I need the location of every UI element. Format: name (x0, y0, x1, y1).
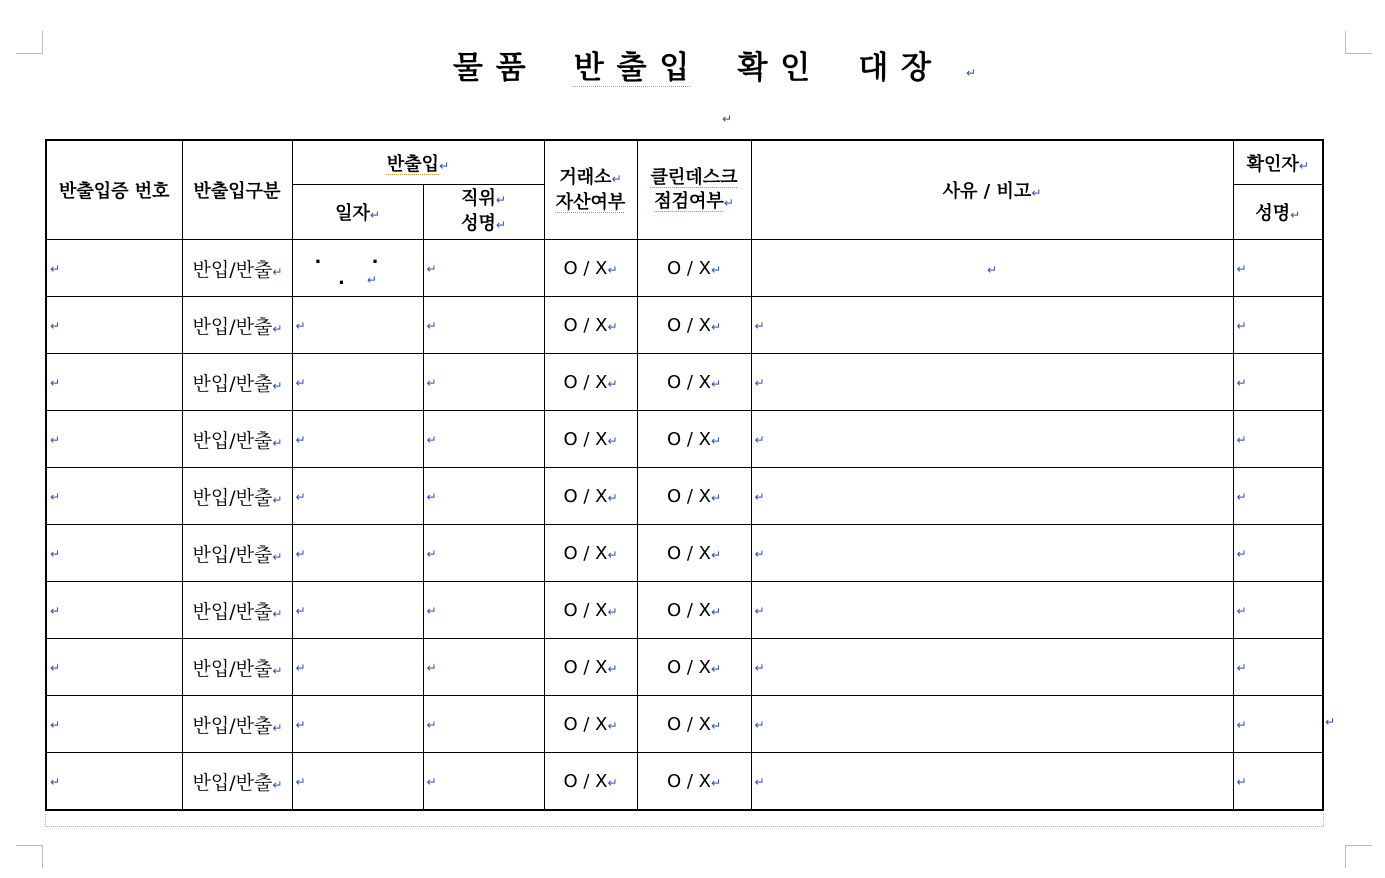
cell-type[interactable] (182, 582, 292, 639)
cell-reason[interactable] (751, 468, 1233, 525)
paragraph-mark: ↵ (295, 661, 306, 675)
paragraph-mark: ↵ (754, 661, 765, 675)
table-row (46, 240, 1323, 297)
asset-check: O / X (563, 314, 608, 336)
cell-position-name[interactable] (423, 468, 544, 525)
cell-asset[interactable] (544, 525, 637, 582)
cell-number[interactable] (46, 468, 182, 525)
header-position-name[interactable]: 직위↵ 성명↵ (423, 185, 544, 240)
cell-asset[interactable] (544, 240, 637, 297)
cell-type[interactable] (182, 696, 292, 753)
paragraph-mark: ↵ (50, 262, 61, 276)
paragraph-mark: ↵ (607, 433, 618, 448)
header-date[interactable]: 일자↵ (292, 185, 423, 240)
paragraph-mark: ↵ (426, 433, 437, 447)
clean-desk-check: O / X (666, 371, 711, 393)
paragraph-mark: ↵ (295, 490, 306, 504)
paragraph-mark: ↵ (295, 718, 306, 732)
cell-reason[interactable] (751, 354, 1233, 411)
asset-check: O / X (563, 713, 608, 735)
cell-reason[interactable] (751, 240, 1233, 297)
inout-type: 반입/반출 (192, 372, 273, 395)
paragraph-mark: ↵ (710, 547, 722, 562)
cell-type[interactable] (182, 354, 292, 411)
asset-check: O / X (563, 599, 608, 621)
cell-position-name[interactable] (423, 639, 544, 696)
paragraph-mark: ↵ (50, 604, 61, 618)
cell-asset[interactable] (544, 753, 637, 811)
clean-desk-check: O / X (666, 428, 711, 450)
clean-desk-check: O / X (666, 314, 711, 336)
paragraph-mark: ↵ (1236, 376, 1247, 390)
paragraph-mark: ↵ (1236, 319, 1247, 333)
cell-confirm-name[interactable] (1233, 696, 1323, 753)
paragraph-mark: ↵ (272, 321, 283, 336)
paragraph-mark: ↵ (426, 775, 437, 789)
cell-position-name[interactable] (423, 696, 544, 753)
paragraph-mark: ↵ (754, 319, 765, 333)
table-row (46, 354, 1323, 411)
cell-reason[interactable] (751, 411, 1233, 468)
paragraph-mark: ↵ (754, 547, 765, 561)
cell-number[interactable] (46, 582, 182, 639)
table-row (46, 696, 1323, 753)
paragraph-mark: ↵ (710, 490, 722, 505)
paragraph-mark: ↵ (754, 490, 765, 504)
cell-number[interactable] (46, 525, 182, 582)
asset-check: O / X (563, 656, 608, 678)
inout-type: 반입/반출 (192, 315, 273, 338)
paragraph-mark: ↵ (295, 547, 306, 561)
cell-clean-desk[interactable] (637, 411, 751, 468)
clean-desk-check: O / X (666, 656, 711, 678)
cell-date[interactable] (292, 468, 423, 525)
paragraph-mark: ↵ (754, 604, 765, 618)
cell-asset[interactable] (544, 696, 637, 753)
header-number[interactable]: 반출입증 번호 (46, 140, 182, 240)
cell-date[interactable] (292, 582, 423, 639)
paragraph-mark: ↵ (710, 775, 722, 790)
header-inout[interactable]: 반출입↵ (292, 140, 544, 185)
paragraph-mark: ↵ (1236, 490, 1247, 504)
cell-clean-desk[interactable] (637, 354, 751, 411)
table-row (46, 525, 1323, 582)
paragraph-mark: ↵ (272, 378, 283, 393)
paragraph-mark: ↵ (607, 775, 618, 790)
cell-position-name[interactable] (423, 582, 544, 639)
paragraph-mark: ↵ (722, 112, 733, 126)
asset-check: O / X (563, 770, 608, 792)
paragraph-mark: ↵ (607, 376, 618, 391)
clean-desk-check: O / X (666, 599, 711, 621)
paragraph-mark: ↵ (426, 490, 437, 504)
cell-reason[interactable] (751, 297, 1233, 354)
cell-reason[interactable] (751, 582, 1233, 639)
title-word-3: 확 인 (737, 50, 812, 86)
paragraph-mark: ↵ (1236, 604, 1247, 618)
cell-date[interactable] (292, 696, 423, 753)
cell-clean-desk[interactable] (637, 240, 751, 297)
paragraph-mark: ↵ (607, 262, 618, 277)
inout-type: 반입/반출 (192, 600, 273, 623)
cell-date[interactable] (292, 240, 423, 297)
cell-type[interactable] (182, 468, 292, 525)
paragraph-mark: ↵ (50, 433, 61, 447)
table-row (46, 297, 1323, 354)
paragraph-mark: ↵ (50, 547, 61, 561)
clean-desk-check: O / X (666, 542, 711, 564)
page-corner-bottom-left (16, 845, 43, 868)
cell-asset[interactable] (544, 297, 637, 354)
paragraph-mark: ↵ (295, 376, 306, 390)
paragraph-mark: ↵ (607, 604, 618, 619)
paragraph-mark: ↵ (607, 547, 618, 562)
cell-confirm-name[interactable] (1233, 582, 1323, 639)
paragraph-mark: ↵ (1236, 661, 1247, 675)
cell-clean-desk[interactable] (637, 582, 751, 639)
cell-number[interactable] (46, 411, 182, 468)
paragraph-mark: ↵ (1325, 715, 1336, 729)
paragraph-mark: ↵ (607, 319, 618, 334)
cell-confirm-name[interactable] (1233, 411, 1323, 468)
paragraph-mark: ↵ (272, 606, 283, 621)
paragraph-mark: ↵ (710, 376, 722, 391)
paragraph-mark: ↵ (272, 435, 283, 450)
cell-type[interactable] (182, 639, 292, 696)
paragraph-mark: ↵ (607, 661, 618, 676)
cell-clean-desk[interactable] (637, 468, 751, 525)
page-corner-bottom-right (1345, 845, 1372, 868)
paragraph-mark: ↵ (272, 549, 283, 564)
cell-asset[interactable] (544, 354, 637, 411)
paragraph-mark: ↵ (1236, 718, 1247, 732)
paragraph-mark: ↵ (710, 718, 722, 733)
asset-check: O / X (563, 428, 608, 450)
title-word-4: 대 장 (858, 50, 932, 86)
paragraph-mark: ↵ (710, 661, 722, 676)
cell-confirm-name[interactable] (1233, 753, 1323, 811)
paragraph-mark: ↵ (426, 547, 437, 561)
cell-clean-desk[interactable] (637, 525, 751, 582)
document-title[interactable] (0, 46, 1385, 90)
paragraph-mark: ↵ (272, 492, 283, 507)
clean-desk-check: O / X (666, 257, 711, 279)
cell-confirm-name[interactable] (1233, 240, 1323, 297)
cell-number[interactable] (46, 639, 182, 696)
cell-type[interactable] (182, 240, 292, 297)
paragraph-mark: ↵ (50, 490, 61, 504)
cell-confirm-name[interactable] (1233, 297, 1323, 354)
cell-type[interactable] (182, 753, 292, 811)
cell-date[interactable] (292, 525, 423, 582)
paragraph-mark: ↵ (50, 319, 61, 333)
cell-position-name[interactable] (423, 525, 544, 582)
cell-number[interactable] (46, 696, 182, 753)
cell-confirm-name[interactable] (1233, 525, 1323, 582)
cell-date[interactable] (292, 753, 423, 811)
cell-date[interactable] (292, 297, 423, 354)
cell-number[interactable] (46, 297, 182, 354)
paragraph-mark: ↵ (754, 376, 765, 390)
asset-check: O / X (563, 371, 608, 393)
title-word-2: 반 출 입 (573, 50, 691, 86)
title-word-1: 물 품 (452, 50, 527, 86)
date-placeholder: . . . (314, 247, 401, 289)
paragraph-mark: ↵ (426, 661, 437, 675)
paragraph-mark: ↵ (295, 319, 306, 333)
ledger-table (45, 139, 1324, 811)
paragraph-mark: ↵ (710, 319, 722, 334)
inout-type: 반입/반출 (192, 657, 273, 680)
header-clean-desk[interactable]: 클린데스크 점검여부↵ (637, 140, 751, 240)
table-row (46, 639, 1323, 696)
paragraph-mark: ↵ (1236, 433, 1247, 447)
cell-clean-desk[interactable] (637, 297, 751, 354)
paragraph-mark: ↵ (272, 777, 283, 792)
paragraph-mark: ↵ (426, 319, 437, 333)
cell-confirm-name[interactable] (1233, 639, 1323, 696)
paragraph-mark: ↵ (710, 262, 722, 277)
paragraph-mark: ↵ (50, 775, 61, 789)
paragraph-mark: ↵ (607, 718, 618, 733)
cell-date[interactable] (292, 354, 423, 411)
asset-check: O / X (563, 542, 608, 564)
cell-number[interactable] (46, 354, 182, 411)
clean-desk-check: O / X (666, 485, 711, 507)
paragraph-mark: ↵ (272, 264, 283, 279)
cell-clean-desk[interactable] (637, 753, 751, 811)
paragraph-mark: ↵ (986, 262, 998, 277)
paragraph-mark: ↵ (426, 262, 437, 276)
asset-check: O / X (563, 257, 608, 279)
paragraph-mark: ↵ (607, 490, 618, 505)
inout-type: 반입/반출 (192, 771, 273, 794)
inout-type: 반입/반출 (192, 543, 273, 566)
cell-position-name[interactable] (423, 753, 544, 811)
cell-asset[interactable] (544, 411, 637, 468)
page-bottom-boundary (45, 814, 1324, 827)
cell-confirm-name[interactable] (1233, 354, 1323, 411)
cell-position-name[interactable] (423, 411, 544, 468)
paragraph-mark: ↵ (426, 376, 437, 390)
cell-type[interactable] (182, 525, 292, 582)
clean-desk-check: O / X (666, 770, 711, 792)
cell-position-name[interactable] (423, 240, 544, 297)
cell-position-name[interactable] (423, 297, 544, 354)
paragraph-mark: ↵ (426, 604, 437, 618)
cell-reason[interactable] (751, 525, 1233, 582)
header-confirm-name[interactable]: 성명↵ (1233, 185, 1323, 240)
paragraph-mark: ↵ (50, 718, 61, 732)
table-row (46, 411, 1323, 468)
paragraph-mark: ↵ (272, 720, 283, 735)
paragraph-mark: ↵ (1236, 547, 1247, 561)
paragraph-mark: ↵ (1236, 262, 1247, 276)
paragraph-mark: ↵ (366, 273, 377, 287)
cell-asset[interactable] (544, 468, 637, 525)
paragraph-mark: ↵ (710, 433, 722, 448)
inout-type: 반입/반출 (192, 429, 273, 452)
cell-type[interactable] (182, 297, 292, 354)
paragraph-mark: ↵ (966, 66, 977, 80)
paragraph-mark: ↵ (754, 433, 765, 447)
paragraph-mark: ↵ (426, 718, 437, 732)
inout-type: 반입/반출 (192, 258, 273, 281)
cell-asset[interactable] (544, 582, 637, 639)
header-reason[interactable]: 사유 / 비고↵ (751, 140, 1233, 240)
paragraph-mark: ↵ (50, 376, 61, 390)
cell-date[interactable] (292, 639, 423, 696)
cell-number[interactable] (46, 240, 182, 297)
cell-confirm-name[interactable] (1233, 468, 1323, 525)
cell-reason[interactable] (751, 639, 1233, 696)
paragraph-mark: ↵ (710, 604, 722, 619)
cell-date[interactable] (292, 411, 423, 468)
paragraph-mark: ↵ (295, 433, 306, 447)
asset-check: O / X (563, 485, 608, 507)
table-row (46, 582, 1323, 639)
cell-type[interactable] (182, 411, 292, 468)
inout-type: 반입/반출 (192, 486, 273, 509)
paragraph-mark: ↵ (754, 718, 765, 732)
paragraph-mark: ↵ (295, 604, 306, 618)
paragraph-mark: ↵ (272, 663, 283, 678)
cell-asset[interactable] (544, 639, 637, 696)
paragraph-mark: ↵ (1236, 775, 1247, 789)
paragraph-mark: ↵ (50, 661, 61, 675)
inout-type: 반입/반출 (192, 714, 273, 737)
cell-number[interactable] (46, 753, 182, 811)
table-row (46, 468, 1323, 525)
paragraph-mark: ↵ (754, 775, 765, 789)
cell-position-name[interactable] (423, 354, 544, 411)
cell-clean-desk[interactable] (637, 639, 751, 696)
cell-reason[interactable] (751, 696, 1233, 753)
header-type[interactable]: 반출입구분 (182, 140, 292, 240)
paragraph-mark: ↵ (295, 775, 306, 789)
clean-desk-check: O / X (666, 713, 711, 735)
cell-reason[interactable] (751, 753, 1233, 811)
header-confirm[interactable]: 확인자↵ (1233, 140, 1323, 185)
header-asset[interactable]: 거래소↵ 자산여부 (544, 140, 637, 240)
table-row (46, 753, 1323, 811)
cell-clean-desk[interactable] (637, 696, 751, 753)
